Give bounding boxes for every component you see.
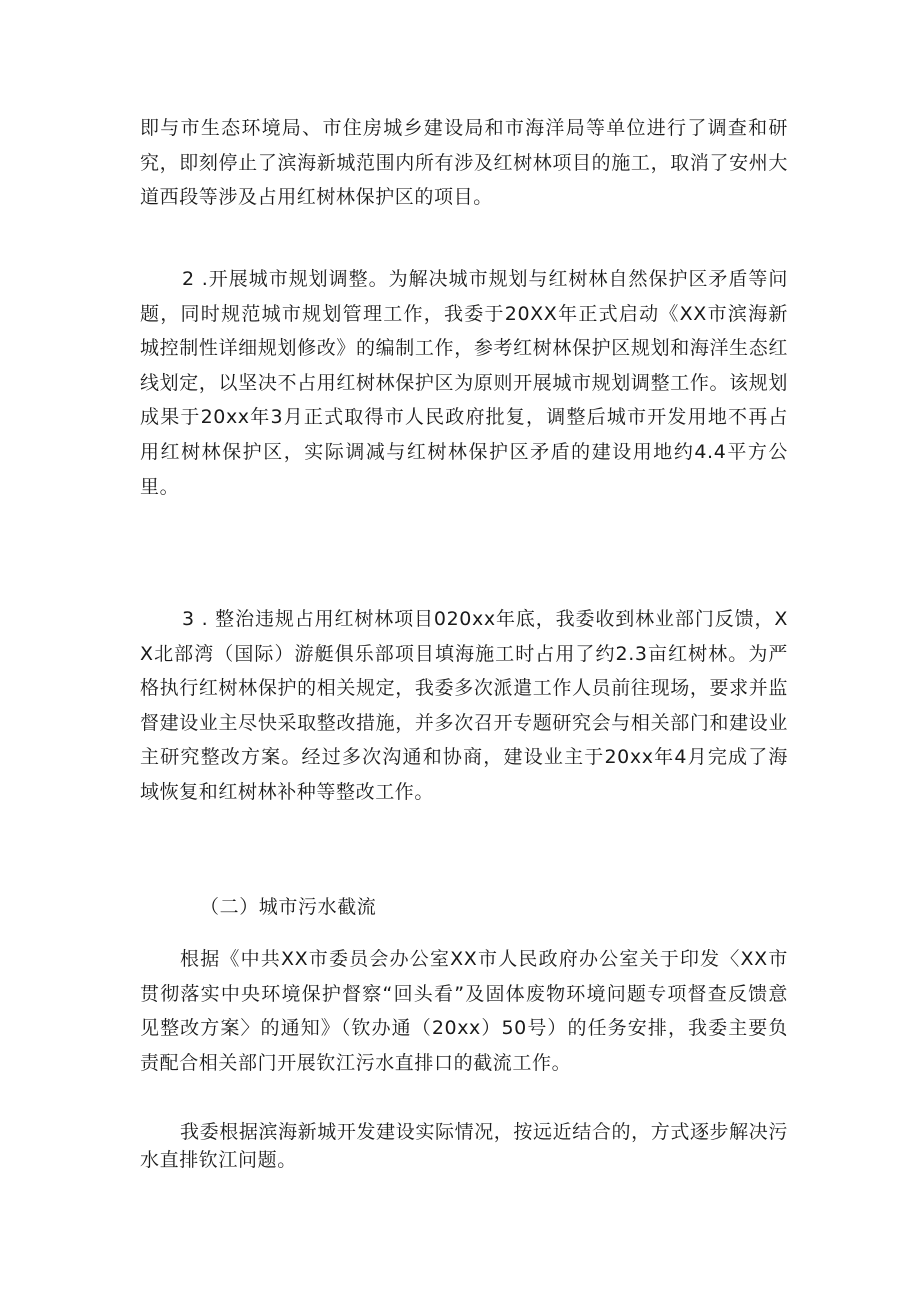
paragraph-continuation: 即与市生态环境局、市住房城乡建设局和市海洋局等单位进行了调查和研究，即刻停止了滨海新城范围内所有涉及红树林项目的施工，取消了安州大道西段等涉及占用红树林保护区的项目。	[140, 117, 788, 209]
paragraph-sewage-approach: 我委根据滨海新城开发建设实际情况，按远近结合的，方式逐步解决污水直排钦江问题。	[140, 1121, 788, 1171]
section-heading-sewage-interception: （二）城市污水截流	[200, 896, 377, 918]
paragraph-item-2-planning-adjustment: 2 .开展城市规划调整。为解决城市规划与红树林自然保护区矛盾等问题，同时规范城市规划管理工作，我委于20XX年正式启动《XX市滨海新城控制性详细规划修改》的编制工作，参考红树林保护区规划和海洋生态红线划定，以坚决不占用红树林保护区为原则开展城市规划调整工作。该规划成果于20xx年3月正式取得市人民政府批复，调整后城市开发用地不再占用红树林保护区，实际调减与红树林保护区矛盾的建设用地约4.4平方公里。	[140, 268, 788, 498]
paragraph-sewage-basis: 根据《中共XX市委员会办公室XX市人民政府办公室关于印发〈XX市贯彻落实中央环境保护督察“回头看”及固体废物环境问题专项督查反馈意见整改方案〉的通知》（钦办通（20xx）50号）的任务安排，我委主要负责配合相关部门开展钦江污水直排口的截流工作。	[140, 948, 788, 1074]
paragraph-item-3-illegal-occupation: 3 . 整治违规占用红树林项目020xx年底，我委收到林业部门反馈，XX北部湾（国际）游艇俱乐部项目填海施工时占用了约2.3亩红树林。为严格执行红树林保护的相关规定，我委多次派遣工作人员前往现场，要求并监督建设业主尽快采取整改措施，并多次召开专题研究会与相关部门和建设业主研究整改方案。经过多次沟通和协商，建设业主于20xx年4月完成了海域恢复和红树林补种等整改工作。	[140, 608, 788, 803]
